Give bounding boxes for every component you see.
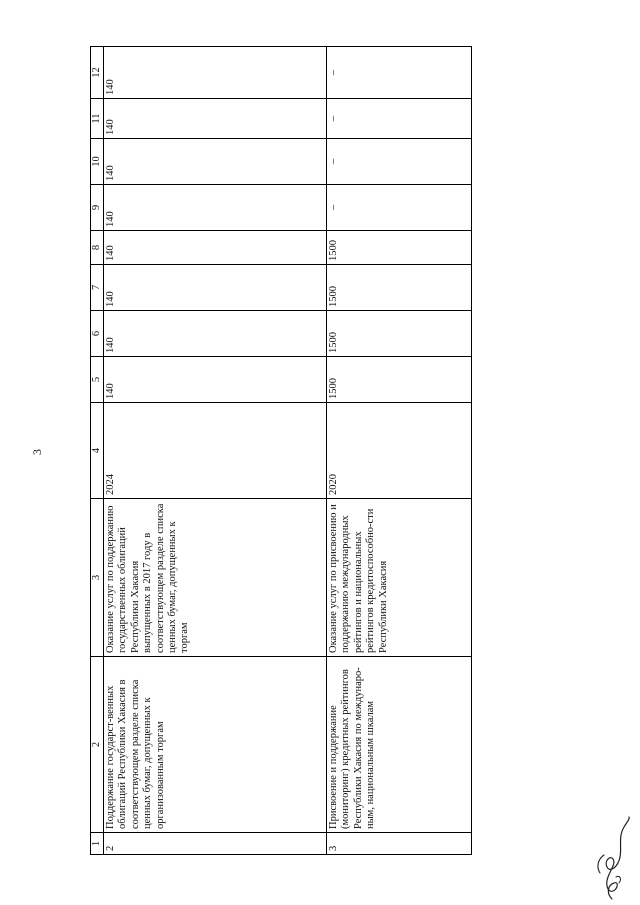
header-cell: 12	[91, 47, 104, 99]
header-cell: 10	[91, 139, 104, 185]
value-cell: 140	[104, 311, 327, 357]
value-cell: 140	[104, 185, 327, 231]
value-cell: 1500	[327, 265, 472, 311]
value-cell: 1500	[327, 231, 472, 265]
value-cell: –	[327, 47, 472, 99]
header-cell: 11	[91, 99, 104, 139]
value-cell: 140	[104, 99, 327, 139]
header-cell: 3	[91, 499, 104, 657]
header-cell: 2	[91, 657, 104, 833]
header-cell: 5	[91, 357, 104, 403]
row-number-cell: 2	[104, 833, 327, 855]
year-cell: 2020	[327, 403, 472, 499]
year-cell: 2024	[104, 403, 327, 499]
value-cell: 1500	[327, 357, 472, 403]
value-cell: –	[327, 139, 472, 185]
table-row	[104, 47, 327, 855]
value-cell: –	[327, 185, 472, 231]
value-cell: 1500	[327, 311, 472, 357]
value-cell: 140	[104, 47, 327, 99]
value-cell: 140	[104, 139, 327, 185]
value-cell: 140	[104, 265, 327, 311]
value-cell: 140	[104, 357, 327, 403]
event-name-cell: Присвоение и поддержание (мониторинг) кредитных рейтингов Республики Хакасия по междунаро-ным, национальным шкалам	[327, 657, 472, 833]
budget-table	[90, 46, 472, 855]
table-row	[327, 47, 472, 855]
header-cell: 7	[91, 265, 104, 311]
header-cell: 9	[91, 185, 104, 231]
handwritten-signature	[578, 815, 632, 903]
table-header-row	[91, 47, 104, 855]
service-description-cell: Оказание услуг по присвоению и поддержанию международных рейтингов и национальных рейтингов кредитоспособно-сти Республики Хакасия	[327, 499, 472, 657]
row-number-cell: 3	[327, 833, 472, 855]
header-cell: 1	[91, 833, 104, 855]
value-cell: 140	[104, 231, 327, 265]
budget-table-wrapper	[90, 47, 472, 855]
service-description-cell: Оказание услуг по поддержанию государственных облигаций Республики Хакасия выпущенных в 2017 году в соответствующем разделе списка ценных бумаг, допущенных к торгам	[104, 499, 327, 657]
value-cell: –	[327, 99, 472, 139]
header-cell: 6	[91, 311, 104, 357]
event-name-cell: Поддержание государст-венных облигаций Республики Хакасия в соответствующем разделе списка ценных бумаг, допущенных к организованным торгам	[104, 657, 327, 833]
page-number: 3	[30, 449, 44, 455]
header-cell: 8	[91, 231, 104, 265]
header-cell: 4	[91, 403, 104, 499]
